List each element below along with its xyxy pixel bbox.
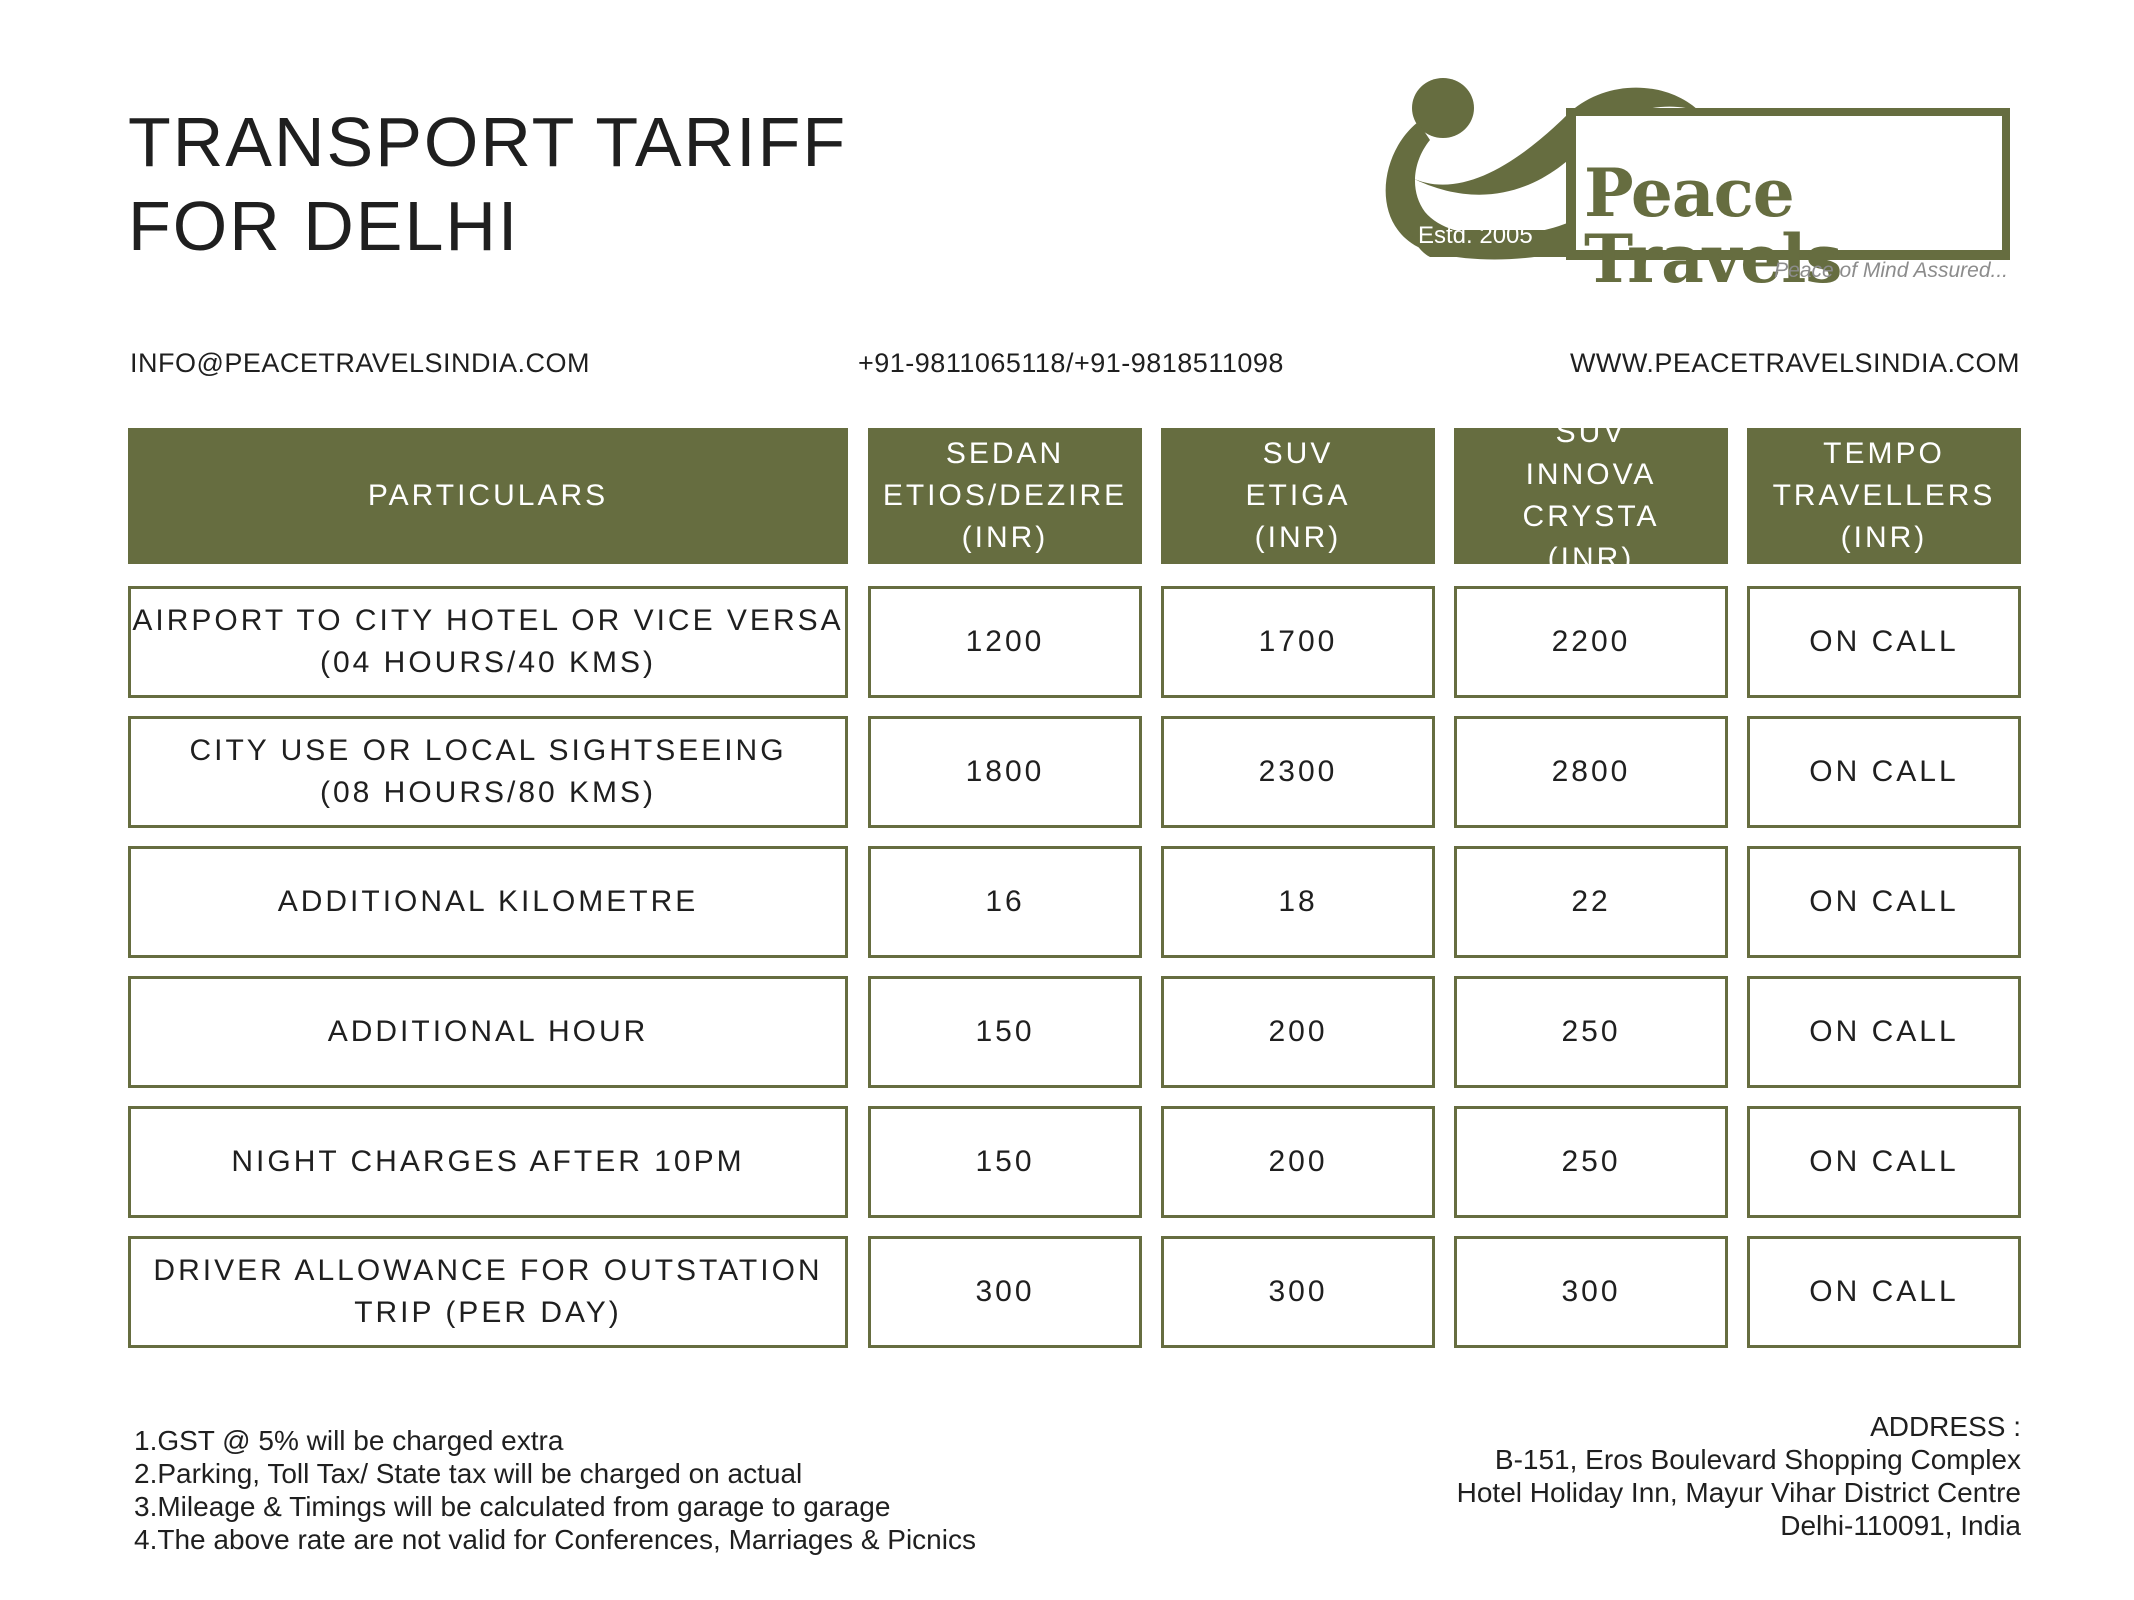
row-innova-price: 250 (1454, 1106, 1728, 1218)
row-particular: ADDITIONAL KILOMETRE (128, 846, 848, 958)
contact-email: INFO@PEACETRAVELSINDIA.COM (130, 348, 590, 378)
row-etiga-price: 1700 (1161, 586, 1435, 698)
row-tempo-price: ON CALL (1747, 586, 2021, 698)
table-row (128, 586, 2021, 698)
row-innova-price: 22 (1454, 846, 1728, 958)
row-etiga-price: 200 (1161, 976, 1435, 1088)
logo-tagline: Peace of Mind Assured... (1774, 259, 2008, 282)
address-label: ADDRESS : (1870, 1411, 2021, 1442)
logo-established: Estd. 2005 (1418, 222, 1533, 249)
peace-travels-logo (1370, 72, 2020, 298)
row-innova-price: 300 (1454, 1236, 1728, 1348)
table-row (128, 846, 2021, 958)
row-sedan-price: 1200 (868, 586, 1142, 698)
header-tempo: TEMPO TRAVELLERS (INR) (1747, 428, 2021, 564)
office-address (1457, 1410, 2021, 1542)
row-innova-price: 250 (1454, 976, 1728, 1088)
contact-phone: +91-9811065118/+91-9818511098 (858, 348, 1284, 378)
table-row (128, 1236, 2021, 1348)
note-item: 1.GST @ 5% will be charged extra (134, 1425, 564, 1456)
row-particular: CITY USE OR LOCAL SIGHTSEEING (08 HOURS/80 KMS) (128, 716, 848, 828)
row-tempo-price: ON CALL (1747, 976, 2021, 1088)
row-tempo-price: ON CALL (1747, 716, 2021, 828)
row-etiga-price: 200 (1161, 1106, 1435, 1218)
table-row (128, 976, 2021, 1088)
title-line-1: TRANSPORT TARIFF (128, 103, 848, 181)
row-tempo-price: ON CALL (1747, 1106, 2021, 1218)
row-particular: NIGHT CHARGES AFTER 10PM (128, 1106, 848, 1218)
note-item: 2.Parking, Toll Tax/ State tax will be charged on actual (134, 1458, 803, 1489)
address-line-3: Delhi-110091, India (1780, 1510, 2021, 1541)
row-sedan-price: 150 (868, 1106, 1142, 1218)
table-header-row (128, 416, 2021, 575)
row-sedan-price: 300 (868, 1236, 1142, 1348)
row-sedan-price: 16 (868, 846, 1142, 958)
note-item: 4.The above rate are not valid for Conferences, Marriages & Picnics (134, 1524, 976, 1555)
header-suv-etiga: SUV ETIGA (INR) (1161, 428, 1435, 564)
row-tempo-price: ON CALL (1747, 846, 2021, 958)
logo-brand-name: Peace Travels (1584, 154, 1842, 298)
table-row (128, 716, 2021, 828)
page-title (128, 100, 847, 268)
note-item: 3.Mileage & Timings will be calculated from garage to garage (134, 1491, 891, 1522)
address-line-1: B-151, Eros Boulevard Shopping Complex (1494, 1444, 2021, 1475)
row-sedan-price: 1800 (868, 716, 1142, 828)
row-sedan-price: 150 (868, 976, 1142, 1088)
terms-notes (134, 1424, 976, 1556)
row-etiga-price: 300 (1161, 1236, 1435, 1348)
header-particulars: PARTICULARS (128, 428, 848, 564)
row-particular: AIRPORT TO CITY HOTEL OR VICE VERSA (04 HOURS/40 KMS) (128, 586, 848, 698)
row-etiga-price: 18 (1161, 846, 1435, 958)
row-etiga-price: 2300 (1161, 716, 1435, 828)
table-row (128, 1106, 2021, 1218)
contact-website: WWW.PEACETRAVELSINDIA.COM (1569, 348, 2020, 378)
row-particular: DRIVER ALLOWANCE FOR OUTSTATION TRIP (PER DAY) (128, 1236, 848, 1348)
row-tempo-price: ON CALL (1747, 1236, 2021, 1348)
address-line-2: Hotel Holiday Inn, Mayur Vihar District Centre (1456, 1477, 2021, 1508)
row-innova-price: 2200 (1454, 586, 1728, 698)
title-line-2: FOR DELHI (128, 187, 520, 265)
row-innova-price: 2800 (1454, 716, 1728, 828)
header-suv-innova: SUV INNOVA CRYSTA (INR) (1454, 428, 1728, 564)
header-sedan: SEDAN ETIOS/DEZIRE (INR) (868, 428, 1142, 564)
row-particular: ADDITIONAL HOUR (128, 976, 848, 1088)
